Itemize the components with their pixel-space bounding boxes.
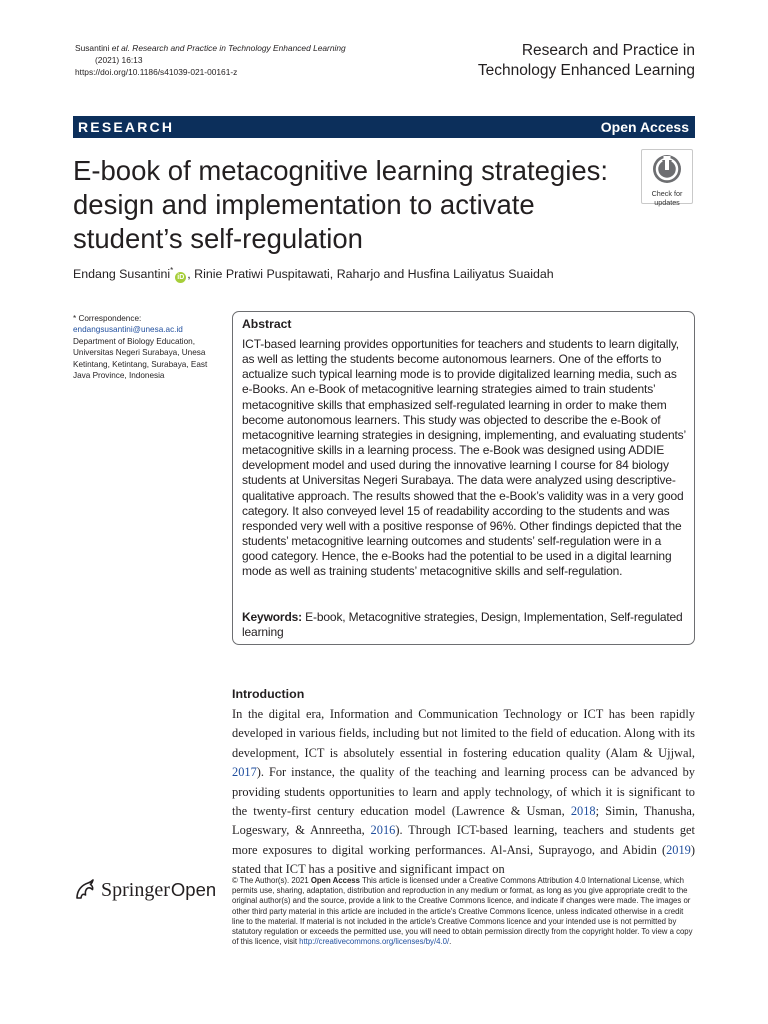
intro-text-3: ; Simin, Thanusha, Logeswary, & Annreetha, [232, 804, 695, 838]
intro-text-2: ). For instance, the quality of the teaching and learning process can be advanced by providing students opportunities to learn and apply technology, of which it is significant to the twenty-first century education model (Lawrence & Usman, [232, 765, 695, 819]
article-type-band [73, 116, 695, 138]
orcid-icon[interactable]: iD [177, 274, 185, 282]
license-body: This article is licensed under a Creative Commons Attribution 4.0 International License, which permits use, sharing, adaptation, distribution and reproduction in any medium or format, as long as you give appropriate credit to the original author(s) and the source, provide a link to the Creative Commons licence, and indicate if changes were made. The images or other third party material in this article are included in the article's Creative Commons licence, unless indicated otherwise in a credit line to the material. If material is not included in the article's Creative Commons licence and your intended use is not permitted by statutory regulation or exceeds the permitted use, you will need to obtain permission directly from the copyright holder. To view a copy of this licence, visit [232, 876, 693, 947]
citation-link[interactable]: 2019 [666, 842, 691, 857]
article-type-label: RESEARCH [78, 119, 175, 135]
author-list [73, 266, 554, 283]
intro-text-4: ). Through ICT-based learning, teachers and students get more exposures to digital working performances. Al-Ansi, Suprayogo, and Abidin ( [232, 823, 696, 857]
check-updates-icon [652, 154, 682, 184]
correspondence-label: * Correspondence: [73, 314, 142, 323]
journal-line-2: Technology Enhanced Learning [477, 62, 695, 79]
corresponding-mark: * [170, 266, 174, 275]
springer-open-suffix: Open [170, 879, 217, 900]
introduction-heading: Introduction [232, 687, 305, 701]
citation-link[interactable]: 2016 [370, 823, 396, 838]
citation-journal: Research and Practice in Technology Enhanced Learning [129, 43, 346, 53]
license-prefix: © The Author(s). 2021 [232, 876, 311, 885]
open-access-label: Open Access [600, 119, 689, 135]
license-url[interactable]: http://creativecommons.org/licenses/by/4.0/ [299, 937, 450, 947]
springer-brand: Springer [101, 878, 170, 901]
abstract-heading: Abstract [242, 317, 292, 331]
doi-link[interactable]: https://doi.org/10.1186/s41039-021-00161-z [75, 67, 238, 77]
keywords-list: E-book, Metacognitive strategies, Design, Implementation, Self-regulated learning [242, 610, 683, 640]
coauthors: , Rinie Pratiwi Puspitawati, Raharjo and Husfina Lailiyatus Suaidah [187, 267, 554, 282]
springer-horse-icon [73, 878, 97, 902]
check-for-updates-button[interactable] [641, 149, 693, 207]
keywords [242, 610, 688, 640]
abstract-text: ICT-based learning provides opportunities for teachers and students to learn digitally, as well as letting the students become autonomous learners. One of the efforts to actualize such typical learning mode is to provide digitalized learning media, such as e-Books. An e-Book of metacognitive learning strategies aimed to train students’ metacognitive skills that emphasized self-regulated learning in order to make them become autonomous learners. This study was objected to describe the e-Book of metacognitive learning strategies in designing, implementing, and evaluating students’ metacognitive skills in a learning process. The e-Book was designed using ADDIE development model and used during the innovative learning I course for 84 biology students at Universitas Negeri Surabaya. The data were analyzed using descriptive-qualitative approach. The results showed that the e-Book’s validity was in a very good category. It also conveyed level 15 of readability according to the students and was responded very well with a positive response of 96%. Other findings depicted that the students’ metacognitive learning outcomes and students’ self-regulation were in a good category. Hence, the e-Books had the potential to be used in a digital learning mode as well as training students’ metacognitive skills and self-regulation. [242, 337, 686, 579]
journal-line-1: Research and Practice in [521, 42, 695, 59]
license-open-access: Open Access [310, 876, 360, 885]
introduction-text [232, 705, 695, 880]
intro-text-1: In the digital era, Information and Communication Technology or ICT has been rapidly developed in various fields, including but not limited to the field of education. Along with its development, ICT is absolutely essential in fostering education quality (Alam & Ujjwal, [232, 707, 695, 760]
journal-name [478, 41, 695, 81]
article-title: E-book of metacognitive learning strategies: design and implementation to activate student’s self-regulation [73, 155, 609, 254]
correspondence-email[interactable]: endangsusantini@unesa.ac.id [73, 325, 183, 335]
citation-authors: Susantini [75, 43, 112, 53]
intro-text-5: ) stated that ICT has a positive and significant impact on [232, 842, 695, 877]
check-updates-line-2: updates [654, 197, 680, 207]
citation-link[interactable]: 2018 [570, 804, 596, 819]
correspondence-block [73, 313, 223, 381]
correspondence-affiliation: Department of Biology Education, Universitas Negeri Surabaya, Unesa Ketintang, Ketintang, Surabaya, East Java Province, Indonesia [73, 336, 208, 381]
keywords-label: Keywords: [242, 610, 302, 624]
citation-year: (2021) 16:13 [95, 55, 143, 65]
article-citation [75, 42, 346, 78]
license-text [232, 876, 695, 947]
check-updates-line-1: Check for [651, 189, 683, 198]
license-end: . [449, 937, 452, 947]
corresponding-author[interactable]: Endang Susantini [73, 267, 171, 282]
citation-etal: et al. [111, 43, 130, 53]
citation-link[interactable]: 2017 [232, 765, 257, 780]
springer-open-logo [73, 878, 216, 902]
